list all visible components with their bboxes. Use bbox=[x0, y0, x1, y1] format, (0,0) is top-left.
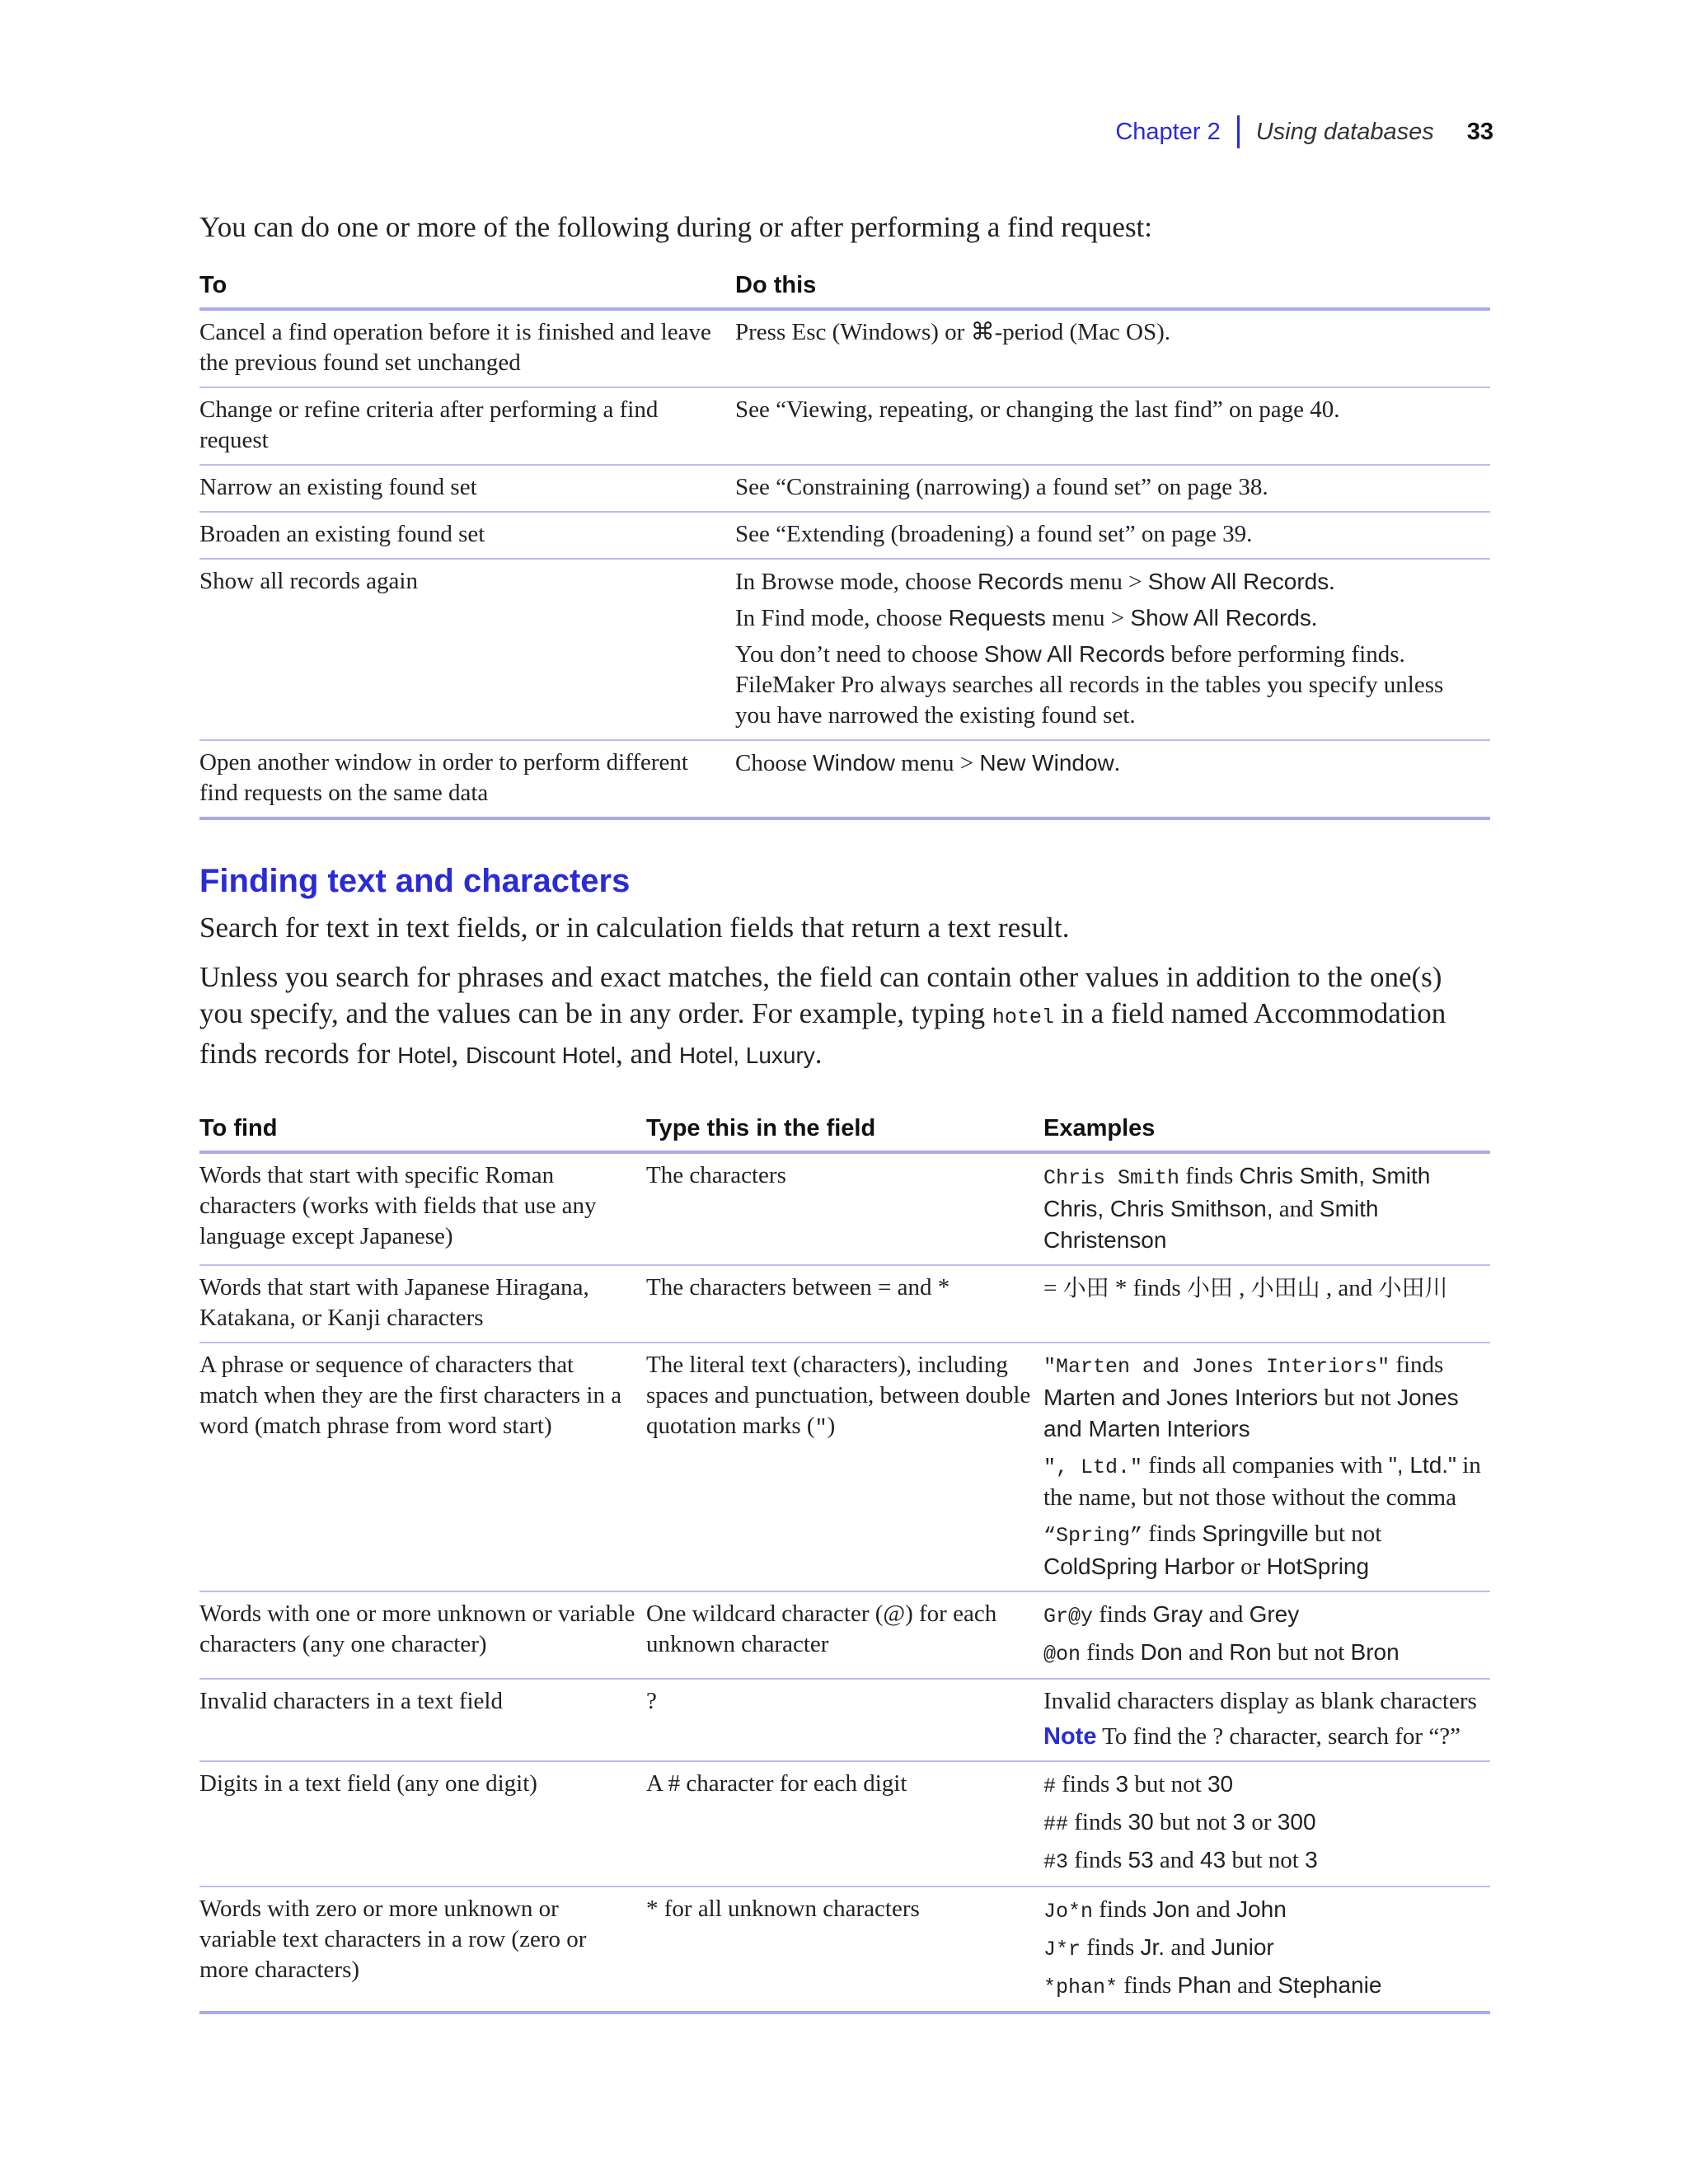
page-number: 33 bbox=[1466, 118, 1493, 145]
text-run: finds bbox=[1093, 1601, 1153, 1628]
text-run: ) bbox=[827, 1413, 836, 1439]
ui-term: Stephanie bbox=[1278, 1972, 1382, 1998]
table-row bbox=[199, 1265, 1490, 1343]
text-run: finds bbox=[1081, 1934, 1141, 1961]
intro-paragraph: You can do one or more of the following during or after performing a find request: bbox=[199, 211, 1153, 243]
ui-term: New Window bbox=[979, 750, 1114, 776]
ui-term: 300 bbox=[1277, 1809, 1316, 1835]
table-row bbox=[199, 309, 1490, 387]
text-run: , bbox=[451, 1038, 466, 1070]
table-row bbox=[199, 1761, 1490, 1886]
code-text: # bbox=[1043, 1774, 1057, 1798]
cell-paragraph bbox=[735, 317, 1482, 348]
text-run: but not bbox=[1308, 1521, 1382, 1547]
text-run: Press Esc (Windows) or ⌘-period (Mac OS). bbox=[735, 319, 1170, 345]
find-actions-table bbox=[199, 267, 1490, 820]
text-run: . bbox=[1311, 605, 1318, 631]
cell-to-find: Words with zero or more unknown or variable text characters in a row (zero or more characters) bbox=[199, 1886, 646, 2013]
cell-paragraph bbox=[735, 566, 1482, 598]
code-text: Gr@y bbox=[1043, 1605, 1094, 1629]
text-run: but not bbox=[1271, 1639, 1351, 1666]
text-run: and bbox=[1231, 1972, 1278, 1999]
text-run: in the name, but not those without the comma bbox=[1043, 1452, 1481, 1511]
ui-term: Chris Smith, Smith Chris, Chris Smithson, bbox=[1043, 1163, 1431, 1221]
cell-examples bbox=[1043, 1591, 1490, 1679]
text-run: finds bbox=[1142, 1521, 1203, 1547]
text-run: finds bbox=[1068, 1847, 1128, 1873]
cell-do-this bbox=[735, 740, 1490, 818]
code-text: " bbox=[814, 1416, 828, 1440]
table-row bbox=[199, 387, 1490, 465]
text-run: = bbox=[1043, 1275, 1063, 1301]
ui-term: Gray bbox=[1152, 1601, 1203, 1627]
text-run: The literal text (characters), including spaces and punctuation, between double quotation marks ( bbox=[646, 1352, 1031, 1439]
cell-type-this bbox=[646, 1679, 1043, 1761]
ui-term: 3 bbox=[1115, 1771, 1129, 1797]
table-row bbox=[199, 559, 1490, 740]
table-header-row bbox=[199, 1110, 1490, 1152]
text-run: , bbox=[1232, 1275, 1251, 1301]
text-run: See “Viewing, repeating, or changing the last find” on page 40. bbox=[735, 396, 1340, 423]
section-paragraph-1: Search for text in text fields, or in calculation fields that return a text result. bbox=[199, 912, 1070, 944]
table-row bbox=[199, 1679, 1490, 1761]
text-run: Choose bbox=[735, 750, 814, 776]
code-text: "Marten and Jones Interiors" bbox=[1043, 1355, 1390, 1379]
column-header-to-find: To find bbox=[199, 1110, 646, 1152]
text-run: finds bbox=[1093, 1896, 1153, 1923]
section-heading: Finding text and characters bbox=[199, 863, 631, 899]
cell-to: Open another window in order to perform different find requests on the same data bbox=[199, 740, 735, 818]
cell-paragraph bbox=[735, 602, 1482, 634]
cell-paragraph bbox=[1043, 1970, 1482, 2003]
ui-term: 30 bbox=[1207, 1771, 1234, 1797]
ui-term: ", Ltd." bbox=[1388, 1452, 1456, 1478]
cell-paragraph bbox=[1043, 1272, 1482, 1304]
text-run: menu > bbox=[894, 750, 980, 776]
text-run: One wildcard character (@) for each unknown character bbox=[646, 1601, 997, 1657]
cell-paragraph bbox=[1043, 1160, 1482, 1256]
cell-do-this bbox=[735, 387, 1490, 465]
text-run: Invalid characters display as blank characters bbox=[1043, 1688, 1477, 1714]
cell-paragraph bbox=[1043, 1769, 1482, 1802]
ui-term: Show All Records bbox=[1130, 605, 1311, 630]
cell-paragraph bbox=[735, 748, 1482, 779]
cell-paragraph bbox=[1043, 1637, 1482, 1670]
code-text: hotel bbox=[992, 1005, 1054, 1029]
text-run: See “Constraining (narrowing) a found set” on page 38. bbox=[735, 474, 1268, 500]
text-run: The characters between = and * bbox=[646, 1274, 950, 1301]
text-run: and bbox=[1203, 1601, 1250, 1628]
code-text: *phan* bbox=[1043, 1975, 1118, 1999]
cell-paragraph bbox=[735, 472, 1482, 503]
text-run: before performing finds. FileMaker Pro always searches all records in the tables you specify unless you have narrowed the existing found set. bbox=[735, 641, 1444, 729]
running-header bbox=[1115, 115, 1493, 148]
cell-paragraph bbox=[735, 395, 1482, 425]
chapter-title: Using databases bbox=[1255, 118, 1434, 145]
cell-examples bbox=[1043, 1152, 1490, 1265]
ui-term: 3 bbox=[1232, 1809, 1246, 1835]
ui-term: Hotel, Luxury bbox=[678, 1043, 815, 1068]
text-run: In Find mode, choose bbox=[735, 605, 949, 631]
table-row bbox=[199, 1591, 1490, 1679]
ui-term: ColdSpring Harbor bbox=[1043, 1554, 1235, 1579]
ui-term: Jr. bbox=[1140, 1934, 1165, 1960]
text-run: but not bbox=[1318, 1385, 1397, 1411]
ui-term: 30 bbox=[1128, 1809, 1154, 1835]
column-header-do-this: Do this bbox=[735, 267, 1490, 309]
header-divider bbox=[1237, 115, 1240, 148]
cell-do-this bbox=[735, 512, 1490, 559]
cell-examples bbox=[1043, 1679, 1490, 1761]
cell-paragraph bbox=[1043, 1894, 1482, 1927]
ui-term: Jones and Marten Interiors bbox=[1043, 1385, 1459, 1441]
ui-term: Bron bbox=[1350, 1639, 1400, 1665]
cell-to: Broaden an existing found set bbox=[199, 512, 735, 559]
text-run: but not bbox=[1128, 1771, 1207, 1797]
table-row bbox=[199, 465, 1490, 512]
text-run: ? bbox=[646, 1688, 657, 1714]
cell-to: Cancel a find operation before it is finished and leave the previous found set unchanged bbox=[199, 309, 735, 387]
table-row bbox=[199, 512, 1490, 559]
cell-examples bbox=[1043, 1886, 1490, 2013]
ui-term: Records bbox=[977, 569, 1064, 594]
cell-paragraph bbox=[1043, 1350, 1482, 1445]
cell-do-this bbox=[735, 309, 1490, 387]
text-run: A # character for each digit bbox=[646, 1770, 907, 1797]
text-run: and bbox=[1153, 1847, 1201, 1873]
note-label: Note bbox=[1043, 1723, 1097, 1750]
text-run: To find the ? character, search for “?” bbox=[1096, 1723, 1461, 1750]
ui-term: 小田山 bbox=[1250, 1275, 1320, 1301]
cell-type-this bbox=[646, 1152, 1043, 1265]
table-row bbox=[199, 1886, 1490, 2013]
cell-to-find: A phrase or sequence of characters that match when they are the first characters in a word (match phrase from word start) bbox=[199, 1343, 646, 1591]
cell-to: Change or refine criteria after performing a find request bbox=[199, 387, 735, 465]
code-text: @on bbox=[1043, 1643, 1081, 1666]
ui-term: Springville bbox=[1202, 1521, 1309, 1546]
cell-do-this bbox=[735, 465, 1490, 512]
ui-term: 3 bbox=[1305, 1847, 1318, 1872]
cell-to-find: Words that start with specific Roman characters (works with fields that use any language except Japanese) bbox=[199, 1152, 646, 1265]
column-header-type-this: Type this in the field bbox=[646, 1110, 1043, 1152]
cell-do-this bbox=[735, 559, 1490, 740]
text-run: The characters bbox=[646, 1162, 786, 1188]
text-run: or bbox=[1245, 1809, 1278, 1835]
cell-paragraph bbox=[1043, 1686, 1482, 1717]
text-run: and bbox=[1189, 1896, 1237, 1923]
cell-paragraph bbox=[1043, 1518, 1482, 1582]
text-run: See “Extending (broadening) a found set” on page 39. bbox=[735, 521, 1253, 547]
cell-type-this bbox=[646, 1886, 1043, 2013]
code-text: Jo*n bbox=[1043, 1900, 1094, 1924]
text-run: and bbox=[1273, 1196, 1320, 1222]
cell-to-find: Words with one or more unknown or variable characters (any one character) bbox=[199, 1591, 646, 1679]
text-run: , and bbox=[616, 1038, 679, 1070]
ui-term: Grey bbox=[1249, 1601, 1300, 1627]
cell-paragraph bbox=[735, 519, 1482, 550]
text-run: * finds bbox=[1109, 1275, 1187, 1301]
text-run: menu > bbox=[1063, 569, 1148, 595]
text-run: and bbox=[1165, 1934, 1212, 1961]
cell-paragraph bbox=[1043, 1807, 1482, 1840]
cell-paragraph bbox=[735, 639, 1482, 731]
ui-term: Requests bbox=[948, 605, 1046, 630]
ui-term: Don bbox=[1140, 1639, 1183, 1665]
ui-term: Junior bbox=[1211, 1934, 1274, 1960]
code-text: “Spring” bbox=[1043, 1524, 1143, 1548]
text-run: and bbox=[1182, 1639, 1230, 1666]
table-row bbox=[199, 740, 1490, 818]
ui-term: 53 bbox=[1128, 1847, 1154, 1872]
column-header-to: To bbox=[199, 267, 735, 309]
ui-term: Marten and Jones Interiors bbox=[1043, 1385, 1319, 1410]
text-run: You don’t need to choose bbox=[735, 641, 984, 668]
ui-term: 小田川 bbox=[1378, 1275, 1448, 1301]
text-run: finds all companies with bbox=[1142, 1452, 1389, 1479]
text-run: In Browse mode, choose bbox=[735, 569, 978, 595]
cell-paragraph bbox=[1043, 1450, 1482, 1513]
text-run: Unless you search for phrases and exact matches, the field can contain other values in addition to the one(s) you specify, and the values can be in any order. For example, typing bbox=[199, 961, 1442, 1029]
text-run: finds bbox=[1081, 1639, 1141, 1666]
text-run: but not bbox=[1153, 1809, 1233, 1835]
cell-to: Narrow an existing found set bbox=[199, 465, 735, 512]
text-run: finds bbox=[1056, 1771, 1116, 1797]
cell-type-this bbox=[646, 1591, 1043, 1679]
cell-type-this bbox=[646, 1761, 1043, 1886]
text-run: . bbox=[1114, 750, 1121, 776]
cell-to-find: Invalid characters in a text field bbox=[199, 1679, 646, 1761]
text-run: , and bbox=[1320, 1275, 1379, 1301]
code-text: ## bbox=[1043, 1812, 1069, 1836]
ui-term: Window bbox=[813, 750, 895, 776]
text-run: . bbox=[1329, 569, 1335, 595]
text-run: finds bbox=[1068, 1809, 1128, 1835]
ui-term: Ron bbox=[1229, 1639, 1272, 1665]
cell-to-find: Words that start with Japanese Hiragana, Katakana, or Kanji characters bbox=[199, 1265, 646, 1343]
cell-paragraph bbox=[1043, 1722, 1482, 1752]
code-text: ", Ltd." bbox=[1043, 1455, 1143, 1479]
ui-term: John bbox=[1236, 1896, 1287, 1922]
cell-paragraph bbox=[1043, 1844, 1482, 1877]
cell-examples bbox=[1043, 1343, 1490, 1591]
ui-term: 小田 bbox=[1062, 1275, 1109, 1301]
code-text: J*r bbox=[1043, 1938, 1081, 1961]
page-content bbox=[199, 211, 1490, 2014]
ui-term: HotSpring bbox=[1266, 1554, 1370, 1579]
ui-term: 小田 bbox=[1186, 1275, 1233, 1301]
cell-examples bbox=[1043, 1761, 1490, 1886]
table-row bbox=[199, 1152, 1490, 1265]
code-text: Chris Smith bbox=[1043, 1166, 1180, 1190]
text-run: but not bbox=[1226, 1847, 1306, 1873]
table-row bbox=[199, 1343, 1490, 1591]
cell-type-this bbox=[646, 1343, 1043, 1591]
column-header-examples: Examples bbox=[1043, 1110, 1490, 1152]
ui-term: Phan bbox=[1177, 1972, 1231, 1998]
text-run: finds bbox=[1390, 1352, 1444, 1378]
cell-examples bbox=[1043, 1265, 1490, 1343]
text-search-table bbox=[199, 1110, 1490, 2014]
section-paragraph-2 bbox=[199, 959, 1490, 1074]
text-run: or bbox=[1234, 1554, 1267, 1580]
ui-term: Show All Records bbox=[983, 641, 1165, 667]
ui-term: Jon bbox=[1152, 1896, 1190, 1922]
cell-to: Show all records again bbox=[199, 559, 735, 740]
text-run: finds bbox=[1179, 1163, 1240, 1189]
ui-term: 43 bbox=[1200, 1847, 1226, 1872]
text-run: menu > bbox=[1045, 605, 1131, 631]
ui-term: Smith Christenson bbox=[1043, 1196, 1379, 1253]
cell-to-find: Digits in a text field (any one digit) bbox=[199, 1761, 646, 1886]
cell-paragraph bbox=[1043, 1932, 1482, 1965]
text-run: finds bbox=[1118, 1972, 1178, 1999]
chapter-label: Chapter 2 bbox=[1115, 118, 1221, 145]
text-run: * for all unknown characters bbox=[646, 1896, 920, 1922]
table-header-row bbox=[199, 267, 1490, 309]
cell-type-this bbox=[646, 1265, 1043, 1343]
text-run: in a field named Accommodation finds records for bbox=[199, 997, 1447, 1070]
ui-term: Show All Records bbox=[1147, 569, 1329, 594]
code-text: #3 bbox=[1043, 1850, 1069, 1874]
text-run: . bbox=[814, 1038, 823, 1070]
ui-term: Discount Hotel bbox=[465, 1043, 617, 1068]
ui-term: Hotel bbox=[397, 1043, 452, 1068]
cell-paragraph bbox=[1043, 1599, 1482, 1632]
